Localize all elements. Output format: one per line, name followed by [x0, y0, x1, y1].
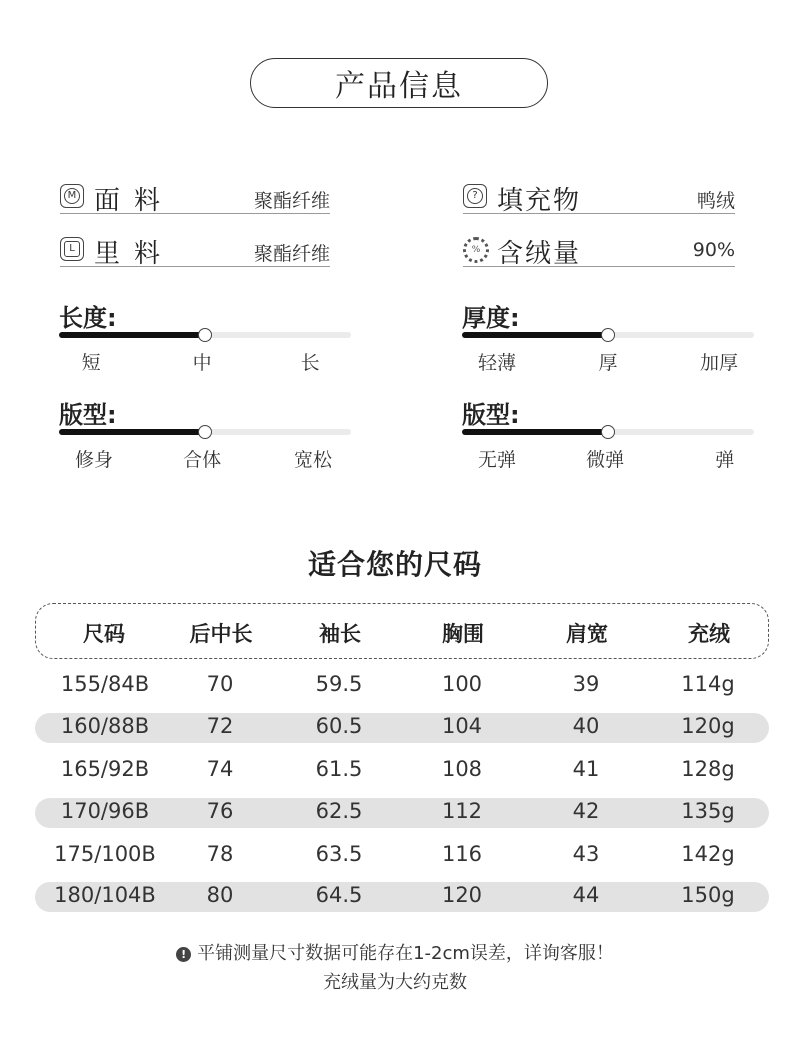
fit-track — [59, 429, 351, 435]
length-slider — [59, 298, 351, 374]
cell-back-length: 70 — [206, 672, 234, 696]
filling-label: 填充物 — [497, 186, 582, 216]
table-row — [35, 756, 769, 786]
header-shoulder: 肩宽 — [566, 622, 608, 646]
cell-down-fill: 120g — [681, 714, 735, 738]
cell-down-fill: 114g — [681, 672, 735, 696]
fit-label-loose: 宽松 — [294, 449, 333, 471]
fabric-row — [60, 180, 330, 214]
thickness-title: 厚度: — [462, 304, 520, 332]
stretch-track — [462, 429, 754, 435]
cell-sleeve: 63.5 — [315, 842, 363, 866]
down-content-row — [463, 233, 735, 267]
fit-title: 版型: — [59, 401, 117, 429]
fit-fill — [59, 429, 205, 435]
length-knob — [198, 328, 212, 342]
header-back-length: 后中长 — [189, 622, 253, 646]
cell-down-fill: 128g — [681, 757, 735, 781]
cell-sleeve: 59.5 — [315, 672, 363, 696]
cell-chest: 116 — [441, 842, 483, 866]
measurement-note-text: 平铺测量尺寸数据可能存在1-2cm误差，详询客服！ — [197, 943, 614, 964]
cell-size: 160/88B — [60, 714, 150, 738]
fit-knob — [198, 425, 212, 439]
table-row — [35, 882, 769, 912]
exclamation-icon: ! — [176, 947, 191, 962]
fit-label-regular: 合体 — [183, 449, 222, 471]
cell-chest: 104 — [441, 714, 483, 738]
m-circle-icon: M — [60, 184, 84, 208]
cell-size: 170/96B — [60, 799, 150, 823]
cell-chest: 108 — [441, 757, 483, 781]
thickness-label-thin: 轻薄 — [478, 352, 517, 374]
fill-note: 充绒量为大约克数 — [323, 972, 467, 993]
stretch-slider — [462, 395, 754, 471]
stretch-title: 版型: — [462, 401, 520, 429]
thickness-fill — [462, 332, 608, 338]
stretch-label-slight: 微弹 — [586, 449, 625, 471]
thickness-track — [462, 332, 754, 338]
filling-value: 鸭绒 — [696, 190, 735, 212]
length-label-mid: 中 — [192, 352, 212, 374]
cell-size: 155/84B — [60, 672, 150, 696]
table-row — [35, 671, 769, 701]
cell-back-length: 76 — [206, 799, 234, 823]
page-title: 产品信息 — [250, 58, 548, 108]
cell-size: 175/100B — [54, 842, 156, 866]
header-chest: 胸围 — [442, 622, 484, 646]
down-content-label: 含绒量 — [497, 239, 582, 269]
thickness-slider — [462, 298, 754, 374]
percent-spinner-icon: % — [463, 237, 489, 263]
header-down-fill: 充绒 — [688, 622, 730, 646]
cell-sleeve: 60.5 — [315, 714, 363, 738]
cell-size: 180/104B — [54, 883, 156, 907]
down-content-value: 90% — [692, 239, 735, 261]
cell-sleeve: 61.5 — [315, 757, 363, 781]
length-label-short: 短 — [81, 352, 101, 374]
thickness-knob — [601, 328, 615, 342]
stretch-label-full: 弹 — [715, 449, 735, 471]
fabric-label: 面料 — [94, 186, 175, 216]
thickness-label-extra: 加厚 — [699, 352, 738, 374]
length-title: 长度: — [59, 304, 117, 332]
filling-row — [463, 180, 735, 214]
lining-label: 里料 — [94, 239, 175, 269]
lining-row — [60, 233, 330, 267]
cell-shoulder: 43 — [572, 842, 600, 866]
cell-back-length: 78 — [206, 842, 234, 866]
table-row — [35, 798, 769, 828]
header-sleeve: 袖长 — [319, 622, 361, 646]
table-row — [35, 713, 769, 743]
cell-size: 165/92B — [60, 757, 150, 781]
cell-shoulder: 42 — [572, 799, 600, 823]
cell-chest: 112 — [441, 799, 483, 823]
fabric-value: 聚酯纤维 — [253, 190, 330, 212]
cell-chest: 120 — [441, 883, 483, 907]
length-fill — [59, 332, 205, 338]
cell-back-length: 80 — [206, 883, 234, 907]
thickness-label-thick: 厚 — [598, 352, 618, 374]
cell-back-length: 72 — [206, 714, 234, 738]
cell-sleeve: 64.5 — [315, 883, 363, 907]
stretch-label-none: 无弹 — [478, 449, 517, 471]
cell-down-fill: 150g — [681, 883, 735, 907]
question-icon: ? — [463, 184, 487, 208]
table-row — [35, 841, 769, 871]
cell-shoulder: 44 — [572, 883, 600, 907]
size-table-header — [35, 603, 769, 659]
cell-sleeve: 62.5 — [315, 799, 363, 823]
measurement-note — [0, 939, 790, 965]
cell-down-fill: 142g — [681, 842, 735, 866]
length-track — [59, 332, 351, 338]
fit-label-slim: 修身 — [75, 449, 114, 471]
lining-value: 聚酯纤维 — [253, 243, 330, 265]
cell-shoulder: 41 — [572, 757, 600, 781]
stretch-fill — [462, 429, 608, 435]
fit-slider — [59, 395, 351, 471]
cell-shoulder: 40 — [572, 714, 600, 738]
cell-chest: 100 — [441, 672, 483, 696]
header-size: 尺码 — [83, 622, 125, 646]
cell-back-length: 74 — [206, 757, 234, 781]
cell-down-fill: 135g — [681, 799, 735, 823]
stretch-knob — [601, 425, 615, 439]
l-square-icon: L — [60, 237, 84, 261]
cell-shoulder: 39 — [572, 672, 600, 696]
size-section-title: 适合您的尺码 — [307, 548, 482, 581]
length-label-long: 长 — [300, 352, 320, 374]
